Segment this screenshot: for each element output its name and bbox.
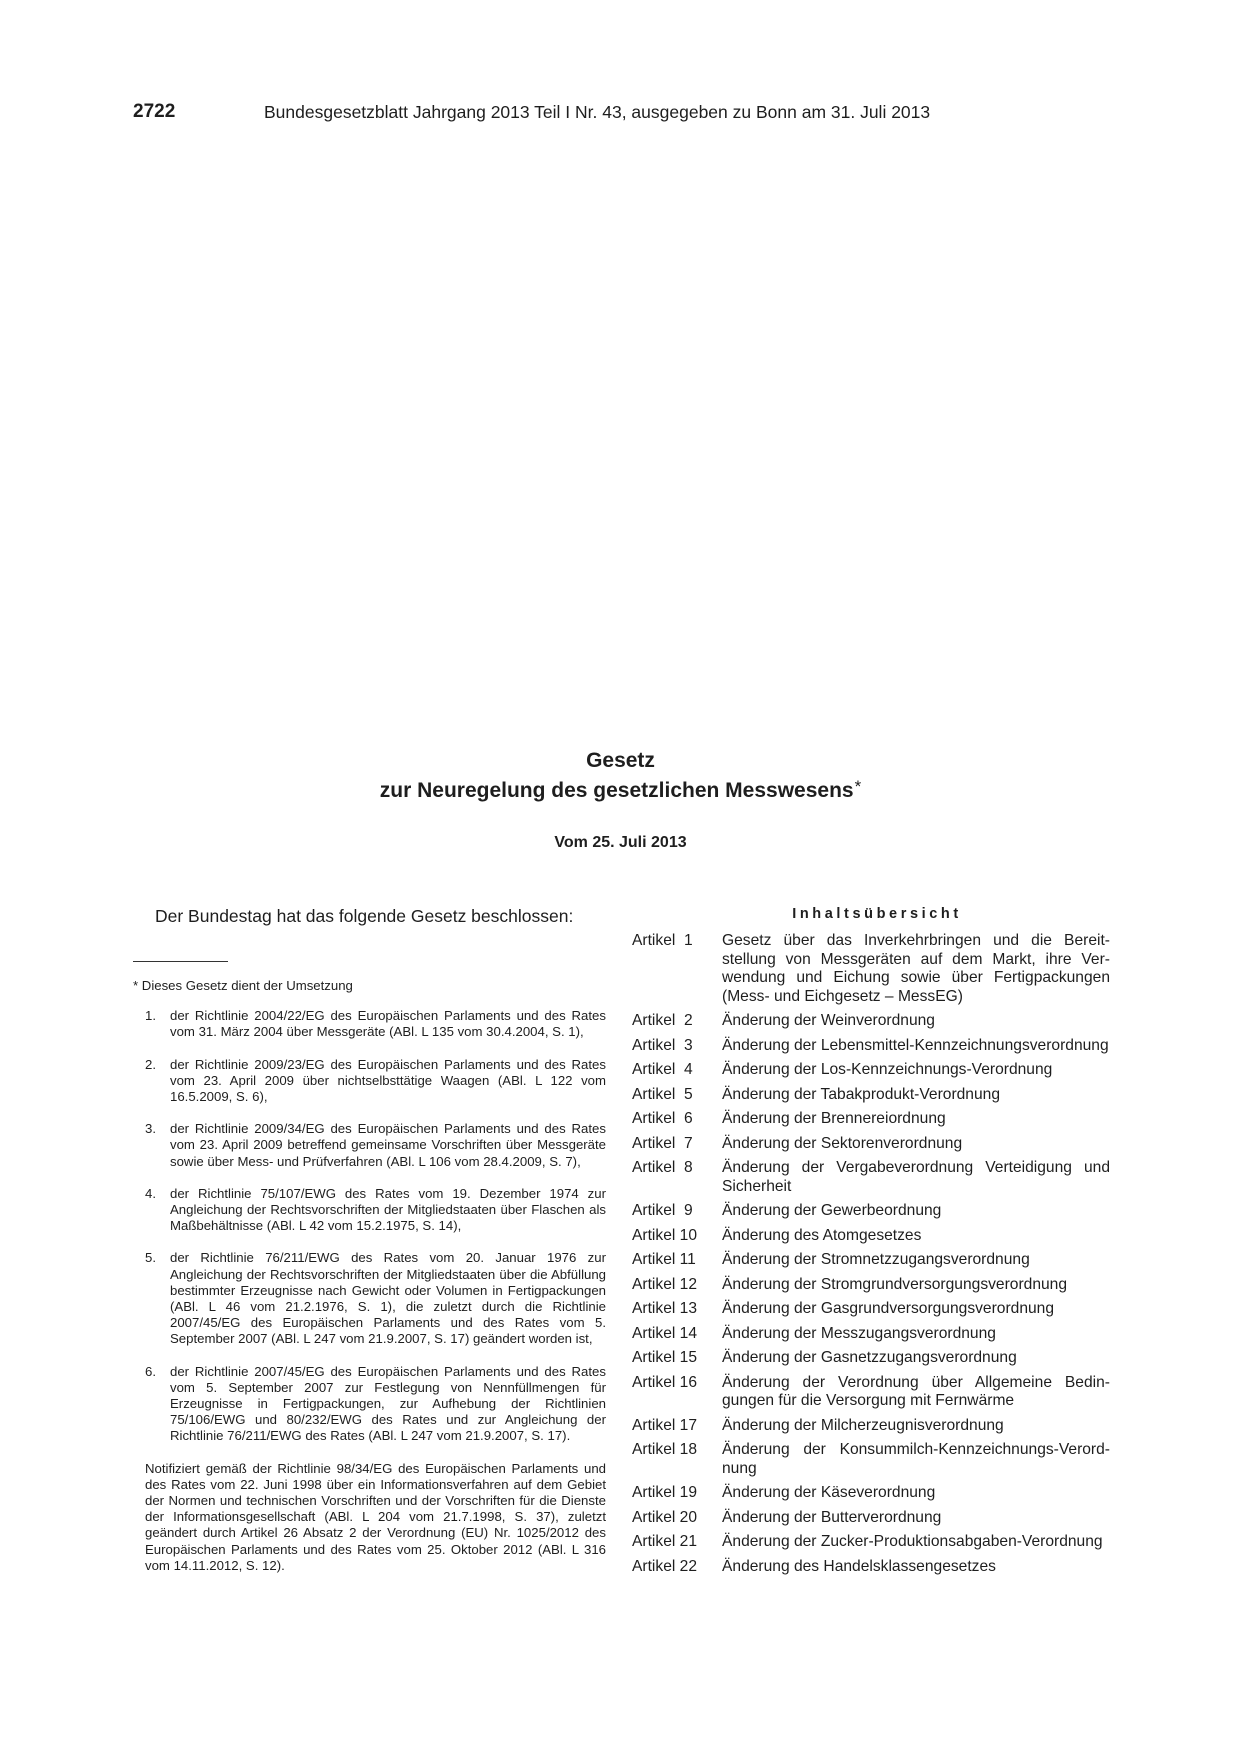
toc-article-label: Artikel 19 <box>632 1484 698 1501</box>
toc-entry <box>632 1558 1110 1577</box>
toc-entry <box>632 1251 1110 1270</box>
toc-article-label: Artikel 5 <box>632 1085 693 1103</box>
toc-article-title: Änderung der Käseverordnung <box>722 1484 936 1501</box>
page-number: 2722 <box>133 101 176 122</box>
toc-article-title: Änderung der Sektorenverordnung <box>722 1134 963 1152</box>
intro-paragraph: Der Bundestag hat das folgende Gesetz beschlossen: <box>155 906 574 926</box>
toc-article-label: Artikel 14 <box>632 1324 698 1342</box>
toc-article-title: Änderung der Gasgrundversorgungsverordnung <box>722 1300 1055 1317</box>
footnote-item-text: der Richtlinie 2009/23/EG des Europäischen Parlaments und des Rates vom 23. April 2009 über nichtselbsttätige Waagen (ABl. L 122 vom 16.5.2009, S. 6), <box>170 1056 606 1105</box>
toc-entry <box>632 1374 1110 1411</box>
footnote-item <box>133 1364 606 1445</box>
toc-article-title: Änderung der Butterverordnung <box>722 1508 942 1526</box>
toc-list <box>632 932 1110 1576</box>
toc-entry <box>632 1325 1110 1344</box>
toc-article-label: Artikel 13 <box>632 1300 698 1317</box>
table-of-contents <box>632 906 1110 1582</box>
toc-entry <box>632 1276 1110 1295</box>
footnote-item-number: 4. <box>145 1185 156 1201</box>
toc-entry <box>632 1110 1110 1129</box>
footnote-item <box>133 1186 606 1235</box>
footnote-divider <box>133 961 228 962</box>
toc-article-label: Artikel 20 <box>632 1508 698 1526</box>
footnote-item-number: 2. <box>145 1056 156 1072</box>
footnote-marker: * <box>854 777 862 796</box>
toc-heading: Inhaltsübersicht <box>792 906 962 922</box>
footnote-item <box>133 1121 606 1170</box>
toc-entry <box>632 1349 1110 1368</box>
toc-entry <box>632 1509 1110 1528</box>
toc-entry <box>632 1533 1110 1552</box>
footnote-intro: * Dieses Gesetz dient der Umsetzung <box>133 978 353 993</box>
toc-entry <box>632 1202 1110 1221</box>
footnote-item <box>133 1057 606 1106</box>
footnote-block <box>133 978 606 1574</box>
toc-entry <box>632 1012 1110 1031</box>
toc-article-label: Artikel 12 <box>632 1275 698 1293</box>
law-title-text: zur Neuregelung des gesetzlichen Messwesens <box>379 779 854 802</box>
footnote-item-text: der Richtlinie 75/107/EWG des Rates vom 19. Dezember 1974 zur Angleichung der Rechtsvorschriften der Mitgliedstaaten über Flaschen als Maßbehältnisse (ABl. L 42 vom 15.2.1975, S. 14), <box>170 1185 606 1234</box>
toc-article-title: Änderung der Verordnung über Allgemeine Bedingungen für die Versorgung mit Fernwärme <box>722 1373 1110 1409</box>
law-title-block <box>0 748 1241 852</box>
toc-article-label: Artikel 3 <box>632 1036 693 1054</box>
toc-article-label: Artikel 11 <box>632 1251 696 1268</box>
footnote-item-text: der Richtlinie 76/211/EWG des Rates vom 20. Januar 1976 zur Angleichung der Rechtsvorschriften der Mitgliedstaaten über die Abfüllung bestimmter Erzeugnisse nach Gewicht oder Volumen in Fertigpackungen (ABl. L 46 vom 21.2.1976, S. 1), die zuletzt durch die Richtlinie 2007/45/EG des Europäischen Parlaments und des Rates vom 5. September 2007 (ABl. L 247 vom 21.9.2007, S. 17) geändert worden ist, <box>170 1250 606 1347</box>
footnote-item-number: 1. <box>145 1008 156 1024</box>
toc-article-label: Artikel 2 <box>632 1012 693 1029</box>
toc-entry <box>632 1227 1110 1246</box>
toc-article-label: Artikel 16 <box>632 1373 698 1391</box>
toc-entry <box>632 1061 1110 1080</box>
toc-article-label: Artikel 17 <box>632 1416 698 1434</box>
toc-article-title: Änderung des Handelsklassengesetzes <box>722 1557 996 1575</box>
toc-entry <box>632 1159 1110 1196</box>
toc-article-title: Änderung der Messzugangsverordnung <box>722 1324 996 1342</box>
toc-article-title: Änderung der Weinverordnung <box>722 1012 935 1029</box>
toc-entry <box>632 1300 1110 1319</box>
toc-article-label: Artikel 18 <box>632 1441 698 1458</box>
toc-article-label: Artikel 6 <box>632 1110 693 1127</box>
toc-article-title: Änderung der Los-Kennzeichnungs-Verordnung <box>722 1061 1053 1078</box>
toc-article-title: Änderung der Gasnetzzugangsverordnung <box>722 1349 1017 1366</box>
publication-header: Bundesgesetzblatt Jahrgang 2013 Teil I Nr. 43, ausgegeben zu Bonn am 31. Juli 2013 <box>264 102 931 122</box>
law-title-line2 <box>0 774 1241 804</box>
toc-entry <box>632 932 1110 1006</box>
footnote-item-number: 3. <box>145 1121 156 1137</box>
toc-article-title: Änderung der Konsummilch-Kennzeichnungs-Verordnung <box>722 1441 1110 1477</box>
toc-article-label: Artikel 9 <box>632 1202 693 1219</box>
footnote-item <box>133 1008 606 1040</box>
footnote-item-number: 6. <box>145 1363 156 1379</box>
law-title-line1: Gesetz <box>586 749 655 772</box>
toc-article-label: Artikel 22 <box>632 1557 698 1575</box>
toc-article-label: Artikel 4 <box>632 1061 693 1078</box>
toc-article-title: Änderung der Stromnetzzugangsverordnung <box>722 1251 1030 1268</box>
toc-entry <box>632 1417 1110 1436</box>
toc-article-label: Artikel 21 <box>632 1533 698 1550</box>
toc-article-title: Änderung der Gewerbeordnung <box>722 1202 942 1219</box>
footnote-item-text: der Richtlinie 2004/22/EG des Europäischen Parlaments und des Rates vom 31. März 2004 über Messgeräte (ABl. L 135 vom 30.4.2004, S. 1), <box>170 1008 606 1040</box>
toc-article-title: Änderung des Atomgesetzes <box>722 1226 922 1244</box>
toc-article-title: Änderung der Zucker-Produktionsabgaben-Verordnung <box>722 1533 1103 1550</box>
toc-entry <box>632 1037 1110 1056</box>
footnote-item <box>133 1250 606 1347</box>
toc-article-title: Änderung der Tabakprodukt-Verordnung <box>722 1085 1000 1103</box>
toc-article-title: Änderung der Brennereiordnung <box>722 1110 946 1127</box>
footnote-item-text: der Richtlinie 2007/45/EG des Europäischen Parlaments und des Rates vom 5. September 2007 zur Festlegung von Nennfüllmengen für Erzeugnisse in Fertigpackungen, zur Aufhebung der Richtlinien 75/106/EWG und 80/232/EWG des Rates und zur Angleichung der Richtlinie 76/211/EWG des Rates (ABl. L 247 vom 21.9.2007, S. 17). <box>170 1363 606 1444</box>
toc-article-label: Artikel 7 <box>632 1134 693 1152</box>
footnote-notification: Notifiziert gemäß der Richtlinie 98/34/EG des Europäischen Parlaments und des Rates vom 22. Juni 1998 über ein Informationsverfahren auf dem Gebiet der Normen und technischen Vorschriften und der Vorschriften für die Dienste der Informationsgesellschaft (ABl. L 204 vom 21.7.1998, S. 37), zuletzt geändert durch Artikel 26 Absatz 2 der Verordnung (EU) Nr. 1025/2012 des Europäischen Parlaments und des Rates vom 25. Oktober 2012 (ABl. L 316 vom 14.11.2012, S. 12). <box>145 1460 606 1573</box>
toc-article-label: Artikel 15 <box>632 1349 698 1366</box>
toc-article-title: Änderung der Lebensmittel-Kennzeichnungsverordnung <box>722 1036 1109 1054</box>
toc-entry <box>632 1086 1110 1105</box>
toc-article-title: Änderung der Milcherzeugnisverordnung <box>722 1416 1004 1434</box>
footnote-item-number: 5. <box>145 1250 156 1266</box>
toc-article-title: Änderung der Vergabeverordnung Verteidigung und Sicherheit <box>722 1159 1110 1195</box>
toc-article-label: Artikel 10 <box>632 1226 698 1244</box>
toc-article-title: Gesetz über das Inverkehrbringen und die Bereitstellung von Messgeräten auf dem Markt, ihre Verwendung und Eichung sowie über Fertigpackungen (Mess- und Eichgesetz – MessEG) <box>722 932 1110 1005</box>
toc-entry <box>632 1135 1110 1154</box>
toc-entry <box>632 1484 1110 1503</box>
law-date: Vom 25. Juli 2013 <box>554 834 687 851</box>
footnote-list <box>133 1008 606 1444</box>
toc-article-title: Änderung der Stromgrundversorgungsverordnung <box>722 1275 1068 1293</box>
footnote-item-text: der Richtlinie 2009/34/EG des Europäischen Parlaments und des Rates vom 23. April 2009 betreffend gemeinsame Vorschriften über Messgeräte sowie über Mess- und Prüfverfahren (ABl. L 106 vom 28.4.2009, S. 7), <box>170 1121 606 1169</box>
toc-entry <box>632 1441 1110 1478</box>
toc-article-label: Artikel 1 <box>632 932 693 949</box>
toc-article-label: Artikel 8 <box>632 1159 693 1176</box>
